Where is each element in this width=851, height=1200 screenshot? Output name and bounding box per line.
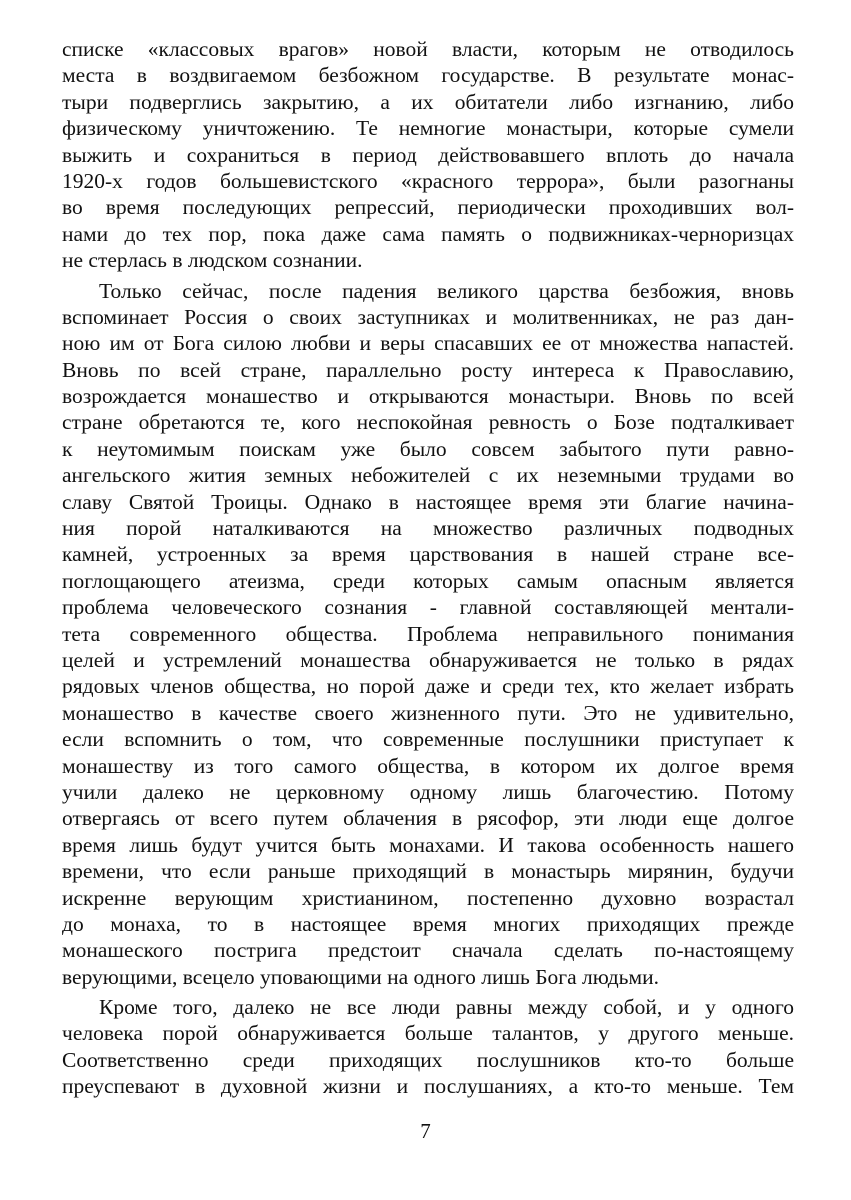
text-line: рядовых членов общества, но порой даже и среди тех, кто желает избрать [62, 674, 794, 699]
text-line: монашеского пострига предстоит сначала сделать по-настоящему [62, 938, 794, 963]
text-line: поглощающего атеизма, среди которых самым опасным является [62, 568, 794, 593]
paragraph-1 [62, 36, 794, 274]
text-line: 1920-х годов большевистского «красного террора», были разогнаны [62, 168, 794, 193]
text-line: выжить и сохраниться в период действовавшего вплоть до начала [62, 142, 794, 167]
text-line: проблема человеческого сознания - главной составляющей ментали- [62, 595, 794, 620]
text-line: Соответственно среди приходящих послушников кто-то больше [62, 1047, 794, 1072]
paragraph-3 [62, 994, 794, 1100]
text-line: физическому уничтожению. Те немногие монастыри, которые сумели [62, 116, 794, 141]
text-line: монашество в качестве своего жизненного пути. Это не удивительно, [62, 700, 794, 725]
text-line: человека порой обнаруживается больше талантов, у другого меньше. [62, 1021, 794, 1046]
text-line: славу Святой Троицы. Однако в настоящее время эти благие начина- [62, 489, 794, 514]
text-line: до монаха, то в настоящее время многих приходящих прежде [62, 911, 794, 936]
text-line: монашеству из того самого общества, в котором их долгое время [62, 753, 794, 778]
text-line: ною им от Бога силою любви и веры спасавших ее от множества напастей. [62, 331, 794, 356]
text-line: места в воздвигаемом безбожном государстве. В результате монас- [62, 63, 794, 88]
text-line: Только сейчас, после падения великого царства безбожия, вновь [99, 278, 794, 303]
text-line: тета современного общества. Проблема неправильного понимания [62, 621, 794, 646]
text-line: время лишь будут учится быть монахами. И такова особенность нашего [62, 832, 794, 857]
text-line: учили далеко не церковному одному лишь благочестию. Потому [62, 779, 794, 804]
paragraph-2 [62, 278, 794, 991]
text-line: к неутомимым поискам уже было совсем забытого пути равно- [62, 436, 794, 461]
text-line: вспоминает Россия о своих заступниках и молитвенниках, не раз дан- [62, 304, 794, 329]
text-line: возрождается монашество и открываются монастыри. Вновь по всей [62, 384, 794, 409]
text-line: не стерлась в людском сознании. [62, 248, 363, 273]
text-line: списке «классовых врагов» новой власти, которым не отводилось [62, 37, 794, 61]
text-line: ния порой наталкиваются на множество различных подводных [62, 516, 794, 541]
text-line: ангельского жития земных небожителей с их неземными трудами во [62, 463, 794, 488]
page-body [62, 36, 794, 1100]
text-line: камней, устроенных за время царствования в нашей стране все- [62, 542, 794, 567]
text-line: если вспомнить о том, что современные послушники приступает к [62, 727, 794, 752]
text-line: преуспевают в духовной жизни и послушаниях, а кто-то меньше. Тем [62, 1074, 794, 1099]
text-line: целей и устремлений монашества обнаруживается не только в рядах [62, 647, 794, 672]
text-line: нами до тех пор, пока даже сама память о подвижниках-черноризцах [62, 221, 794, 246]
text-line: Вновь по всей стране, параллельно росту интереса к Православию, [62, 357, 794, 382]
text-line: тыри подверглись закрытию, а их обитатели либо изгнанию, либо [62, 89, 794, 114]
text-line: стране обретаются те, кого неспокойная ревность о Бозе подталкивает [62, 410, 794, 435]
page-number: 7 [420, 1119, 431, 1143]
text-line: во время последующих репрессий, периодически проходивших вол- [62, 195, 794, 220]
text-line: искренне верующим христианином, постепенно духовно возрастал [62, 885, 794, 910]
text-line: Кроме того, далеко не все люди равны между собой, и у одного [99, 995, 794, 1020]
text-line: отвергаясь от всего путем облачения в рясофор, эти люди еще долгое [62, 806, 794, 831]
text-line: верующими, всецело уповающими на одного лишь Бога людьми. [62, 964, 659, 989]
text-line: времени, что если раньше приходящий в монастырь мирянин, будучи [62, 859, 794, 884]
